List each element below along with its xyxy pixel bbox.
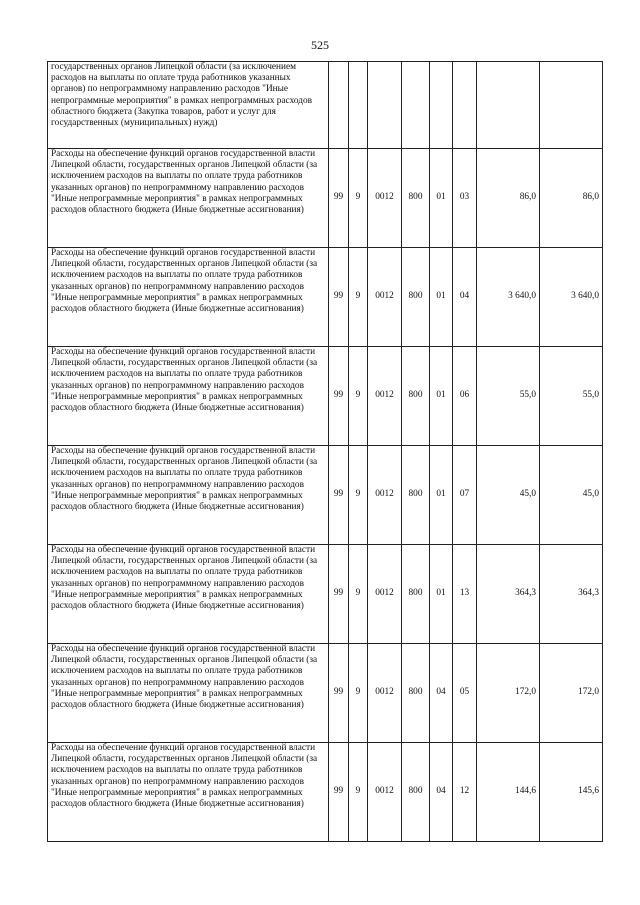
- table-cell: [477, 62, 540, 149]
- table-cell: [329, 62, 349, 149]
- row-description: Расходы на обеспечение функций органов государственной власти Липецкой области, государственных органов Липецкой области (за исключением расходов на выплаты по оплате труда работников указанных органов) по непрограммному направлению расходов "Иные непрограммные мероприятия" в рамках непрограммных расходов областного бюджета (Иные бюджетные ассигнования): [48, 149, 329, 248]
- subprogram-code: 9: [349, 347, 368, 446]
- section-code: 04: [430, 644, 453, 743]
- section-code: 04: [430, 743, 453, 842]
- amount-1: 3 640,0: [477, 248, 540, 347]
- table-row-continuation: [48, 62, 603, 149]
- expense-type-code: 800: [402, 446, 430, 545]
- table-cell: [430, 62, 453, 149]
- subsection-code: 04: [453, 248, 477, 347]
- table-row: [48, 149, 603, 248]
- amount-1: 172,0: [477, 644, 540, 743]
- row-description: Расходы на обеспечение функций органов государственной власти Липецкой области, государственных органов Липецкой области (за исключением расходов на выплаты по оплате труда работников указанных органов) по непрограммному направлению расходов "Иные непрограммные мероприятия" в рамках непрограммных расходов областного бюджета (Иные бюджетные ассигнования): [48, 545, 329, 644]
- amount-2: 86,0: [540, 149, 603, 248]
- row-description: государственных органов Липецкой области (за исключением расходов на выплаты по оплате труда работников указанных органов) по непрограммному направлению расходов "Иные непрограммные мероприятия" в рамках непрограммных расходов областного бюджета (Закупка товаров, работ и услуг для государственных (муниципальных) нужд): [48, 62, 329, 149]
- expense-type-code: 800: [402, 149, 430, 248]
- table-cell: [453, 62, 477, 149]
- expense-type-code: 800: [402, 644, 430, 743]
- amount-2: 45,0: [540, 446, 603, 545]
- section-code: 01: [430, 248, 453, 347]
- page-number: 525: [311, 38, 329, 52]
- amount-1: 144,6: [477, 743, 540, 842]
- row-description: Расходы на обеспечение функций органов государственной власти Липецкой области, государственных органов Липецкой области (за исключением расходов на выплаты по оплате труда работников указанных органов) по непрограммному направлению расходов "Иные непрограммные мероприятия" в рамках непрограммных расходов областного бюджета (Иные бюджетные ассигнования): [48, 743, 329, 842]
- table-cell: [368, 62, 402, 149]
- subsection-code: 06: [453, 347, 477, 446]
- table-cell: [349, 62, 368, 149]
- direction-code: 0012: [368, 149, 402, 248]
- budget-table: [47, 61, 603, 842]
- expense-type-code: 800: [402, 743, 430, 842]
- direction-code: 0012: [368, 644, 402, 743]
- table-row: [48, 743, 603, 842]
- amount-1: 55,0: [477, 347, 540, 446]
- amount-2: 364,3: [540, 545, 603, 644]
- amount-2: 145,6: [540, 743, 603, 842]
- row-description: Расходы на обеспечение функций органов государственной власти Липецкой области, государственных органов Липецкой области (за исключением расходов на выплаты по оплате труда работников указанных органов) по непрограммному направлению расходов "Иные непрограммные мероприятия" в рамках непрограммных расходов областного бюджета (Иные бюджетные ассигнования): [48, 644, 329, 743]
- direction-code: 0012: [368, 743, 402, 842]
- table-cell: [402, 62, 430, 149]
- expense-type-code: 800: [402, 545, 430, 644]
- amount-2: 172,0: [540, 644, 603, 743]
- expense-type-code: 800: [402, 248, 430, 347]
- direction-code: 0012: [368, 545, 402, 644]
- subprogram-code: 9: [349, 149, 368, 248]
- table-cell: [540, 62, 603, 149]
- subprogram-code: 9: [349, 446, 368, 545]
- subprogram-code: 9: [349, 644, 368, 743]
- section-code: 01: [430, 446, 453, 545]
- amount-1: 364,3: [477, 545, 540, 644]
- program-code: 99: [329, 743, 349, 842]
- direction-code: 0012: [368, 446, 402, 545]
- table-row: [48, 545, 603, 644]
- program-code: 99: [329, 347, 349, 446]
- table-row: [48, 248, 603, 347]
- amount-2: 3 640,0: [540, 248, 603, 347]
- subsection-code: 13: [453, 545, 477, 644]
- section-code: 01: [430, 149, 453, 248]
- subsection-code: 05: [453, 644, 477, 743]
- table-row: [48, 347, 603, 446]
- subprogram-code: 9: [349, 545, 368, 644]
- program-code: 99: [329, 545, 349, 644]
- row-description: Расходы на обеспечение функций органов государственной власти Липецкой области, государственных органов Липецкой области (за исключением расходов на выплаты по оплате труда работников указанных органов) по непрограммному направлению расходов "Иные непрограммные мероприятия" в рамках непрограммных расходов областного бюджета (Иные бюджетные ассигнования): [48, 248, 329, 347]
- expense-type-code: 800: [402, 347, 430, 446]
- table-row: [48, 644, 603, 743]
- subsection-code: 12: [453, 743, 477, 842]
- program-code: 99: [329, 248, 349, 347]
- amount-2: 55,0: [540, 347, 603, 446]
- section-code: 01: [430, 545, 453, 644]
- direction-code: 0012: [368, 347, 402, 446]
- program-code: 99: [329, 149, 349, 248]
- program-code: 99: [329, 446, 349, 545]
- subprogram-code: 9: [349, 248, 368, 347]
- subsection-code: 07: [453, 446, 477, 545]
- table-row: [48, 446, 603, 545]
- section-code: 01: [430, 347, 453, 446]
- subprogram-code: 9: [349, 743, 368, 842]
- row-description: Расходы на обеспечение функций органов государственной власти Липецкой области, государственных органов Липецкой области (за исключением расходов на выплаты по оплате труда работников указанных органов) по непрограммному направлению расходов "Иные непрограммные мероприятия" в рамках непрограммных расходов областного бюджета (Иные бюджетные ассигнования): [48, 446, 329, 545]
- subsection-code: 03: [453, 149, 477, 248]
- direction-code: 0012: [368, 248, 402, 347]
- program-code: 99: [329, 644, 349, 743]
- row-description: Расходы на обеспечение функций органов государственной власти Липецкой области, государственных органов Липецкой области (за исключением расходов на выплаты по оплате труда работников указанных органов) по непрограммному направлению расходов "Иные непрограммные мероприятия" в рамках непрограммных расходов областного бюджета (Иные бюджетные ассигнования): [48, 347, 329, 446]
- amount-1: 45,0: [477, 446, 540, 545]
- amount-1: 86,0: [477, 149, 540, 248]
